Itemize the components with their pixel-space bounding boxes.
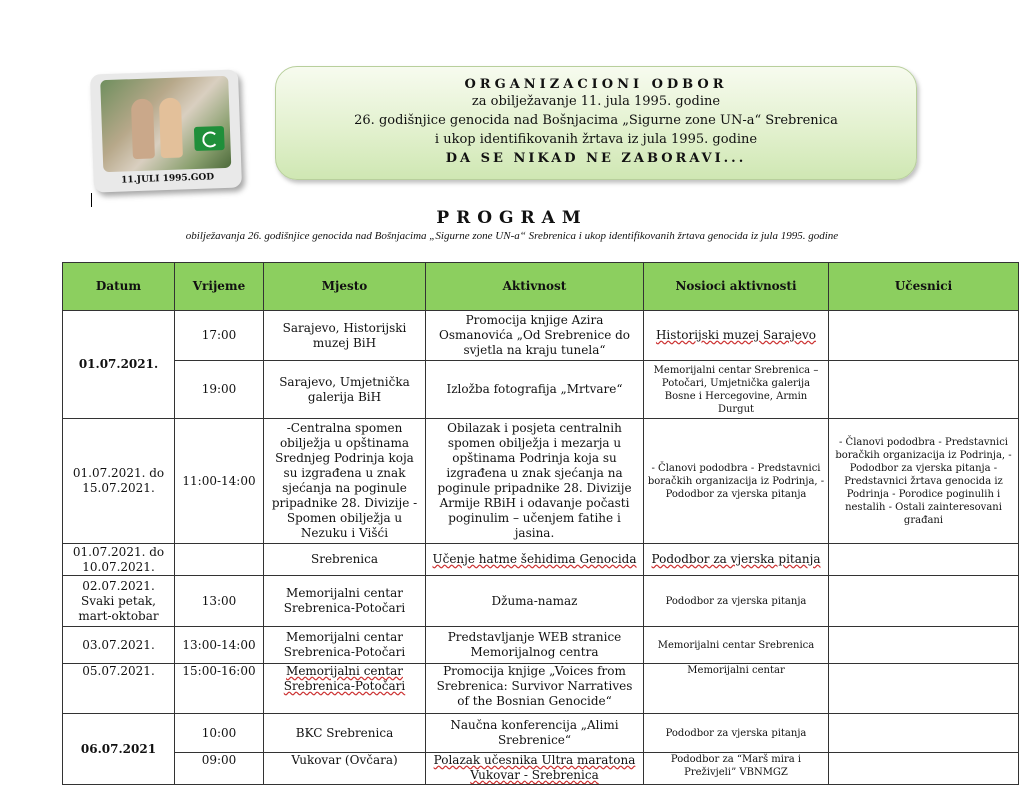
- header-aktivnost: Aktivnost: [426, 263, 644, 311]
- cell-nosioci: Memorijalni centar: [644, 664, 829, 714]
- table-header-row: [63, 263, 1019, 311]
- table-row: [63, 361, 1019, 419]
- cell-datum: 01.07.2021. do 10.07.2021.: [63, 544, 175, 576]
- cell-vrijeme: 19:00: [175, 361, 264, 419]
- text-cursor: [91, 193, 92, 207]
- header-datum: Datum: [63, 263, 175, 311]
- cell-nosioci: Pododbor za vjerska pitanja: [644, 576, 829, 627]
- logo-image: [90, 69, 242, 192]
- cell-vrijeme: 15:00-16:00: [175, 664, 264, 714]
- cell-vrijeme: 17:00: [175, 311, 264, 361]
- cell-datum: 01.07.2021.: [63, 311, 175, 419]
- schedule-table: [62, 262, 1019, 785]
- cell-vrijeme: 11:00-14:00: [175, 419, 264, 544]
- table-row: [63, 576, 1019, 627]
- cell-vrijeme: [175, 544, 264, 576]
- header-banner: [275, 66, 917, 180]
- cell-datum: 01.07.2021. do 15.07.2021.: [63, 419, 175, 544]
- table-row: [63, 627, 1019, 664]
- cell-nosioci: Memorijalni centar Srebrenica – Potočari, Umjetnička galerija Bosne i Hercegovine, Armin Durgut: [644, 361, 829, 419]
- cell-aktivnost: Promocija knjige Azira Osmanovića „Od Srebrenice do svjetla na kraju tunela“: [426, 311, 644, 361]
- cell-aktivnost: Promocija knjige „Voices from Srebrenica: Survivor Narratives of the Bosnian Genocide“: [426, 664, 644, 714]
- cell-mjesto: Memorijalni centar Srebrenica-Potočari: [264, 664, 426, 714]
- cell-mjesto: BKC Srebrenica: [264, 714, 426, 753]
- table-row: [63, 544, 1019, 576]
- cell-ucesnici: [829, 311, 1019, 361]
- cell-vrijeme: 10:00: [175, 714, 264, 753]
- cell-mjesto: Memorijalni centar Srebrenica-Potočari: [264, 627, 426, 664]
- cell-nosioci: - Članovi pododbra - Predstavnici boračkih organizacija iz Podrinja, - Pododbor za vjerska pitanja: [644, 419, 829, 544]
- cell-vrijeme: 13:00: [175, 576, 264, 627]
- cell-aktivnost: Obilazak i posjeta centralnih spomen obilježja i mezarja u opštinama Podrinja koja su izgrađena u znak sjećanja na poginule pripadnike 28. Divizije Armije RBiH i odavanje počasti poginulim – učenjem fatihe i jasina.: [426, 419, 644, 544]
- banner-line: i ukop identifikovanih žrtava iz jula 1995. godine: [434, 132, 758, 147]
- cell-aktivnost: Predstavljanje WEB stranice Memorijalnog centra: [426, 627, 644, 664]
- cell-vrijeme: 13:00-14:00: [175, 627, 264, 664]
- cell-nosioci: Memorijalni centar Srebrenica: [644, 627, 829, 664]
- cell-mjesto: Vukovar (Ovčara): [264, 753, 426, 785]
- cell-mjesto: -Centralna spomen obilježja u opštinama Srednjeg Podrinja koja su izgrađena u znak sjećanja na poginule pripadnike 28. Divizije - Spomen obilježja u Nezuku i Višći: [264, 419, 426, 544]
- cell-nosioci: Pododbor za vjerska pitanja: [644, 714, 829, 753]
- program-subtitle: obilježavanja 26. godišnjice genocida nad Bošnjacima „Sigurne zone UN-a“ Srebrenica i ukop identifikovanih žrtava genocida iz jula 1995. godine: [185, 230, 839, 242]
- cell-aktivnost: Naučna konferencija „Alimi Srebrenice“: [426, 714, 644, 753]
- cell-nosioci: Pododbor za “Marš mira i Preživjeli” VBNMGZ: [644, 753, 829, 785]
- cell-aktivnost: Izložba fotografija „Mrtvare“: [426, 361, 644, 419]
- header-ucesnici: Učesnici: [829, 263, 1019, 311]
- cell-mjesto: Sarajevo, Historijski muzej BiH: [264, 311, 426, 361]
- cell-ucesnici: - Članovi pododbra - Predstavnici boračkih organizacija iz Podrinja, - Pododbor za vjerska pitanja - Predstavnici žrtava genocida iz Podrinja - Porodice poginulih i nestalih - Ostali zainteresovani građani: [829, 419, 1019, 544]
- table-row: [63, 664, 1019, 714]
- child-figure: [131, 98, 155, 159]
- header-vrijeme: Vrijeme: [175, 263, 264, 311]
- table-row: [63, 311, 1019, 361]
- cell-datum: 06.07.2021: [63, 714, 175, 785]
- banner-line: 26. godišnjice genocida nad Bošnjacima „Sigurne zone UN-a“ Srebrenica: [354, 113, 838, 128]
- logo-caption: 11.JULI 1995.GOD: [121, 172, 215, 186]
- program-title: PROGRAM: [436, 208, 588, 228]
- cell-ucesnici: [829, 753, 1019, 785]
- cell-ucesnici: [829, 544, 1019, 576]
- cell-mjesto: Memorijalni centar Srebrenica-Potočari: [264, 576, 426, 627]
- cell-ucesnici: [829, 664, 1019, 714]
- cell-datum: 02.07.2021. Svaki petak, mart-oktobar: [63, 576, 175, 627]
- banner-line: za obilježavanje 11. jula 1995. godine: [471, 94, 721, 109]
- cell-mjesto: Srebrenica: [264, 544, 426, 576]
- logo-photo: [100, 76, 231, 172]
- cell-mjesto: Sarajevo, Umjetnička galerija BiH: [264, 361, 426, 419]
- flag-icon: [194, 126, 225, 151]
- banner-motto: DA SE NIKAD NE ZABORAVI...: [445, 151, 747, 166]
- cell-ucesnici: [829, 576, 1019, 627]
- table-row: [63, 714, 1019, 753]
- header-nosioci: Nosioci aktivnosti: [644, 263, 829, 311]
- cell-aktivnost: Učenje hatme šehidima Genocida: [426, 544, 644, 576]
- child-figure: [159, 97, 183, 158]
- cell-nosioci: Historijski muzej Sarajevo: [644, 311, 829, 361]
- cell-ucesnici: [829, 361, 1019, 419]
- cell-ucesnici: [829, 627, 1019, 664]
- banner-title: ORGANIZACIONI ODBOR: [464, 77, 728, 92]
- cell-datum: 05.07.2021.: [63, 664, 175, 714]
- table-row: [63, 419, 1019, 544]
- table-row: [63, 753, 1019, 785]
- cell-aktivnost: Džuma-namaz: [426, 576, 644, 627]
- cell-vrijeme: 09:00: [175, 753, 264, 785]
- cell-ucesnici: [829, 714, 1019, 753]
- cell-aktivnost: Polazak učesnika Ultra maratona Vukovar - Srebrenica: [426, 753, 644, 785]
- cell-nosioci: Pododbor za vjerska pitanja: [644, 544, 829, 576]
- cell-datum: 03.07.2021.: [63, 627, 175, 664]
- header-mjesto: Mjesto: [264, 263, 426, 311]
